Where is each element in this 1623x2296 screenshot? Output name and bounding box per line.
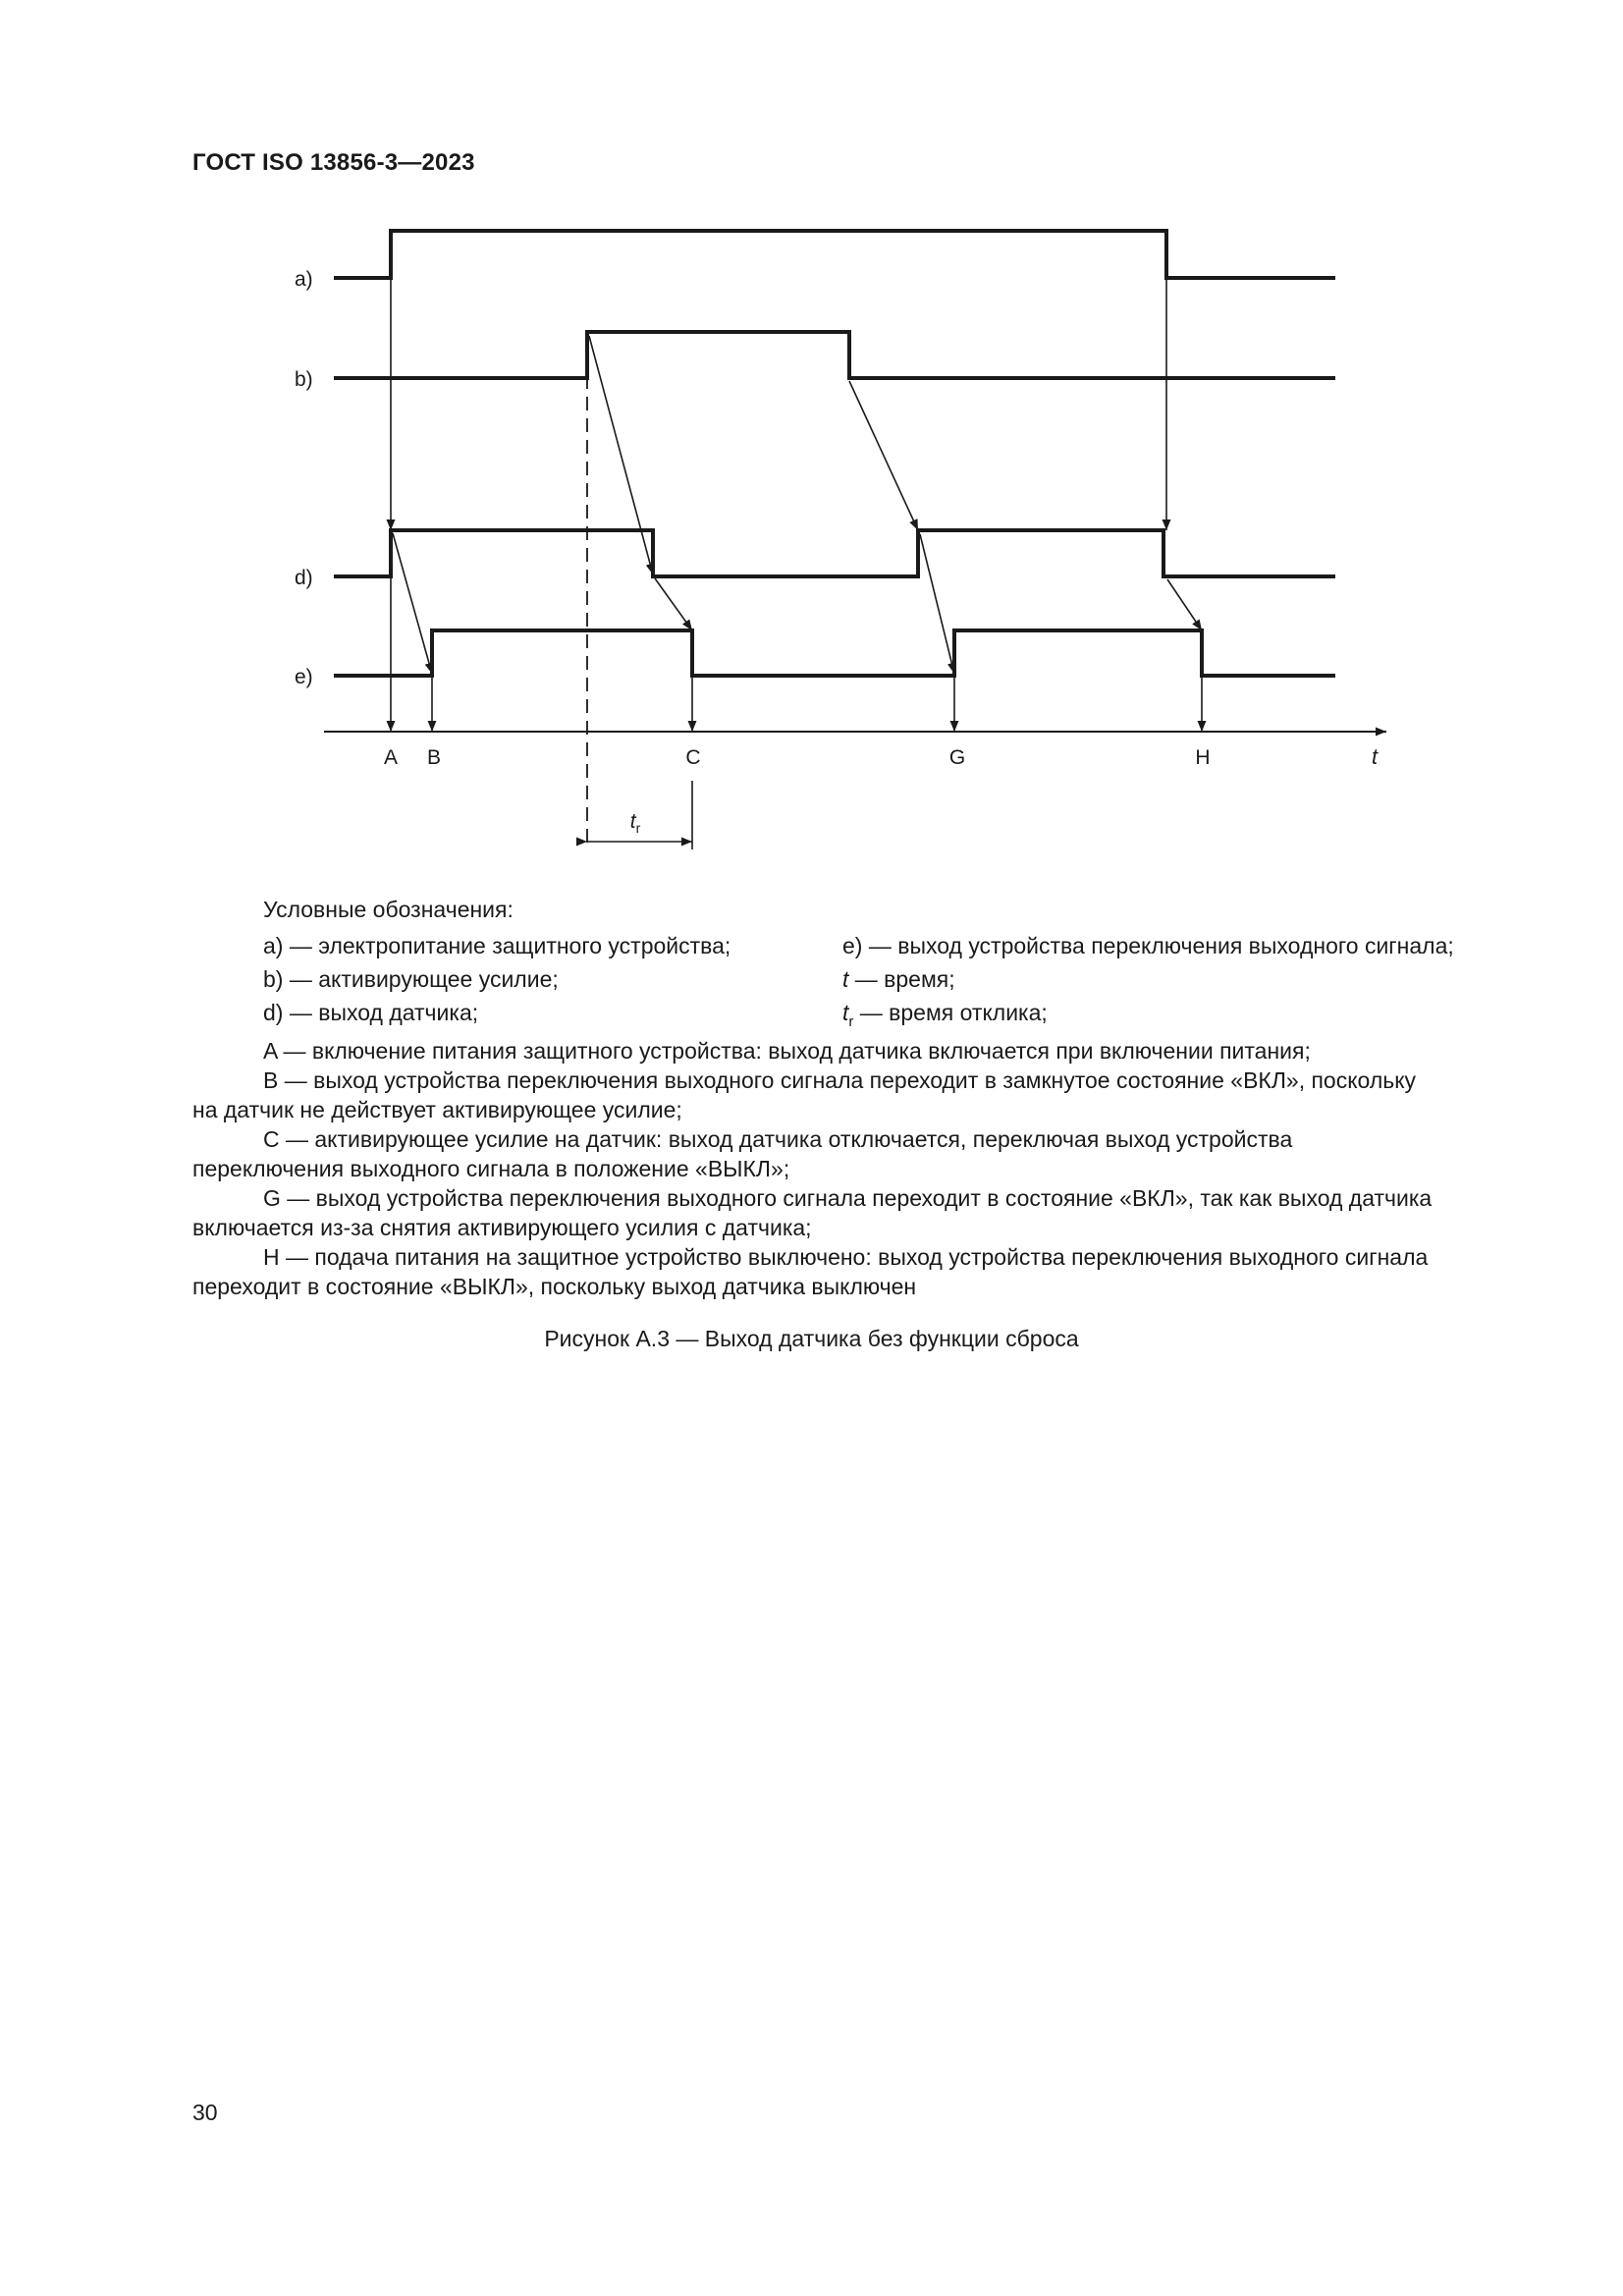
arrow-b-to-d-off xyxy=(589,336,653,574)
legend-item-t-symbol: t xyxy=(842,966,849,992)
legend-left-column xyxy=(263,929,730,1029)
legend-item-tr-subscript: r xyxy=(848,1013,854,1030)
legend-item-tr-text: — время отклика; xyxy=(853,1000,1048,1025)
legend-right-column xyxy=(842,929,1454,1039)
tr-label xyxy=(630,810,641,836)
signal-b-waveform xyxy=(334,332,1335,378)
arrow-b-to-d-on xyxy=(849,381,918,530)
event-notes xyxy=(192,1036,1439,1301)
arrow-d-to-e-H xyxy=(1167,579,1202,630)
signal-a-waveform xyxy=(334,231,1335,278)
note-B: B — выход устройства переключения выходного сигнала переходит в замкнутое состояние «ВКЛ», поскольку на датчик не действует активирующее усилие; xyxy=(192,1067,1417,1122)
arrow-d-to-e-C xyxy=(655,578,692,630)
page-number: 30 xyxy=(192,2100,218,2125)
signal-d-waveform xyxy=(334,530,1335,576)
axis-label-t: t xyxy=(1372,744,1379,769)
tr-label-sub: r xyxy=(635,820,641,836)
legend-item-t-text: — время; xyxy=(848,966,955,992)
arrow-d-to-e-B xyxy=(393,533,432,674)
signal-label-a: a) xyxy=(295,268,313,291)
legend-item-tr-symbol: t xyxy=(842,1000,849,1025)
note-G: G — выход устройства переключения выходного сигнала переходит в состояние «ВКЛ», так как выход датчика включается из-за снятия активирующего усилия с датчика; xyxy=(192,1185,1433,1240)
legend-item-e xyxy=(842,929,1454,962)
legend-item-tr xyxy=(842,996,1454,1039)
time-label-G: G xyxy=(948,746,966,769)
note-H: H — подача питания на защитное устройство выключено: выход устройства переключения выходного сигнала переходит в состояние «ВЫКЛ», поскольку выход датчика выключен xyxy=(192,1244,1429,1299)
legend-title: Условные обозначения: xyxy=(263,897,514,922)
signal-label-d: d) xyxy=(295,567,313,589)
signal-e-waveform xyxy=(334,630,1335,676)
time-label-B: B xyxy=(426,746,442,769)
signal-label-e: e) xyxy=(295,666,313,688)
legend-item-t xyxy=(842,962,1454,996)
tr-label-main: t xyxy=(629,810,636,833)
time-label-H: H xyxy=(1195,746,1211,769)
legend-item-d: d) — выход датчика; xyxy=(263,1000,479,1025)
note-C: C — активирующее усилие на датчик: выход датчика отключается, переключая выход устройства переключения выходного сигнала в положение «ВЫКЛ»; xyxy=(192,1126,1293,1181)
legend-item-a: a) — электропитание защитного устройства; xyxy=(263,933,731,958)
legend-item-e-text: e) — выход устройства переключения выходного сигнала; xyxy=(842,933,1454,958)
note-A: A — включение питания защитного устройства: выход датчика включается при включении питания; xyxy=(263,1038,1311,1064)
figure-caption: Рисунок А.3 — Выход датчика без функции сброса xyxy=(544,1326,1079,1351)
signal-label-b: b) xyxy=(295,368,313,391)
timing-diagram xyxy=(0,0,1623,884)
arrow-d-to-e-G xyxy=(920,534,954,674)
document-header: ГОСТ ISO 13856-3—2023 xyxy=(192,149,475,176)
time-label-C: C xyxy=(685,746,701,769)
legend-item-b: b) — активирующее усилие; xyxy=(263,966,559,992)
time-label-A: A xyxy=(383,746,399,769)
